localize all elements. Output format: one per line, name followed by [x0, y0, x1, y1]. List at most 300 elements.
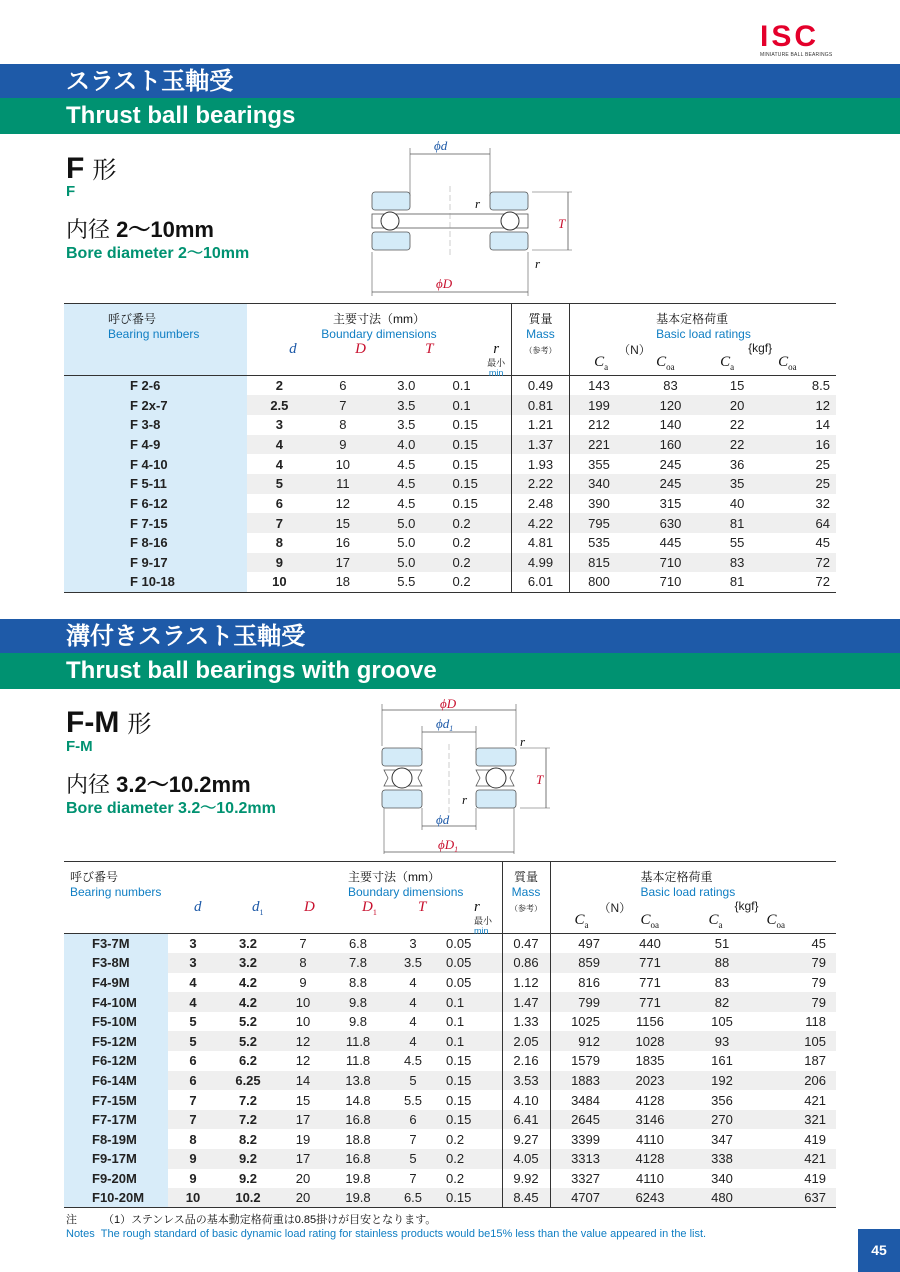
cell-d1: 8.2 [238, 1131, 258, 1147]
cell-d: 5 [247, 474, 312, 494]
cell-r: 0.2 [452, 535, 471, 551]
cell-ca_n: 1025 [571, 1014, 600, 1030]
cell-T: 4.5 [403, 1053, 423, 1069]
cell-r: 0.1 [438, 1031, 502, 1051]
cell-no: F 2-6 [64, 376, 247, 396]
cell-ca_n: 1579 [571, 1053, 600, 1069]
cell-ca_n: 3327 [571, 1170, 600, 1186]
cell-ca_k: 40 [729, 495, 745, 511]
cell-no: F 10-18 [64, 572, 247, 592]
cell-no: F 4-9 [64, 435, 247, 455]
cell-d1: 7.2 [218, 1110, 278, 1130]
cell-D1: 9.8 [348, 1014, 368, 1030]
cell-r: 0.1 [446, 1014, 465, 1030]
cell-ca_k: 22 [729, 417, 745, 433]
cell-coa_n: 4110 [636, 1131, 664, 1147]
table-row [64, 973, 836, 993]
cell-ca_n: 212 [588, 417, 610, 433]
cell-coa_k: 25 [769, 474, 836, 494]
cell-no: F4-9M [64, 973, 168, 993]
cell-d: 10 [168, 1188, 218, 1208]
cell-coa_k: 12 [769, 395, 836, 415]
cell-mass: 1.47 [502, 992, 550, 1012]
cell-ca_n: 390 [588, 495, 610, 511]
cell-coa_n: 120 [636, 395, 705, 415]
unit-N: （N） [618, 343, 651, 357]
cell-d1: 6.2 [238, 1053, 258, 1069]
cell-T: 3.0 [397, 378, 416, 394]
cell-mass: 0.81 [511, 395, 569, 415]
cell-mass: 4.22 [511, 513, 569, 533]
cell-coa_k: 105 [758, 1031, 836, 1051]
cell-coa_k: 187 [804, 1053, 826, 1069]
cell-r: 0.15 [452, 495, 478, 511]
cell-ca_k: 81 [729, 574, 745, 590]
table-row [64, 553, 836, 573]
cell-T: 4 [388, 992, 438, 1012]
cell-coa_k: 206 [758, 1071, 836, 1091]
cell-d: 6 [168, 1071, 218, 1091]
cell-coa_n: 140 [659, 417, 682, 433]
table-row [64, 1110, 836, 1130]
cell-mass: 1.33 [502, 1012, 550, 1032]
logo-tagline: MINIATURE BALL BEARINGS [760, 52, 833, 58]
label-phi-d: ϕd [436, 812, 450, 827]
section1-title-jp: スラスト玉軸受 [0, 64, 900, 100]
cell-ca_n: 3313 [550, 1149, 614, 1169]
header-mass: 質量 Mass （参考） [502, 862, 550, 934]
label-phi-d1: $\phi d_1$ [436, 716, 454, 733]
cell-coa_k: 45 [815, 535, 830, 551]
cell-ca_k: 83 [705, 553, 770, 573]
cell-T: 5 [388, 1071, 438, 1091]
cell-d: 9 [247, 553, 312, 573]
cell-r: 0.15 [452, 417, 478, 433]
section2-type-sub: F-M [66, 738, 93, 755]
cell-D: 18 [335, 574, 351, 590]
cell-D: 8 [278, 953, 328, 973]
cell-r: 0.2 [446, 1131, 465, 1147]
cell-d1: 6.25 [218, 1071, 278, 1091]
cell-no: F5-10M [64, 1012, 168, 1032]
cell-ca_n: 1883 [550, 1071, 614, 1091]
table-row [64, 992, 836, 1012]
cell-D: 8 [339, 417, 347, 433]
cell-d: 2 [275, 378, 283, 394]
bore-value: 2〜10mm [116, 217, 214, 242]
cell-D: 12 [278, 1031, 328, 1051]
cell-D: 7 [299, 936, 307, 952]
symbol-d1: $d_1$ [252, 899, 264, 917]
cell-d1: 7.2 [238, 1092, 258, 1108]
symbol-T: T [425, 341, 434, 357]
type-suffix: 形 [92, 157, 117, 184]
cell-D1: 18.8 [345, 1131, 371, 1147]
cell-r: 0.2 [439, 553, 512, 573]
cell-mass: 4.05 [502, 1149, 550, 1169]
cell-no: F 5-11 [64, 474, 247, 494]
label-r1: r [475, 196, 481, 211]
cell-d: 9 [189, 1170, 197, 1186]
cell-coa_n: 4128 [614, 1149, 686, 1169]
symbol-Coa-kgf: $C_{oa}$ [778, 354, 797, 372]
cell-ca_n: 912 [550, 1031, 614, 1051]
cell-mass: 4.10 [502, 1090, 550, 1110]
cell-coa_k: 16 [769, 435, 836, 455]
cell-d: 3 [189, 936, 197, 952]
cell-T: 3.5 [388, 953, 438, 973]
table-row [64, 1071, 836, 1091]
table-row [64, 533, 836, 553]
label-phi-D: ϕD [440, 696, 457, 711]
cell-D: 17 [278, 1149, 328, 1169]
cell-ca_k: 55 [729, 535, 745, 551]
table-row [64, 435, 836, 455]
cell-ca_n: 815 [570, 553, 637, 573]
cell-ca_k: 22 [705, 435, 770, 455]
section1-bore-en: Bore diameter 2〜10mm [66, 245, 250, 262]
cell-r: 0.2 [446, 1170, 465, 1186]
table-thrust-ball-bearings-groove [64, 861, 836, 1208]
cell-d: 6 [275, 495, 283, 511]
footnotes [66, 1213, 706, 1241]
cell-coa_k: 79 [811, 974, 826, 990]
isc-logo [760, 22, 838, 58]
cell-coa_n: 445 [659, 535, 682, 551]
symbol-d: d [194, 899, 202, 915]
table-row [64, 953, 836, 973]
unit-kgf: {kgf} [748, 341, 773, 355]
header-bearing-numbers: 呼び番号 Bearing numbers [64, 304, 247, 376]
cell-T: 4 [409, 1014, 417, 1030]
cell-d: 5 [168, 1031, 218, 1051]
cell-D1: 19.8 [345, 1170, 371, 1186]
cell-D1: 19.8 [328, 1188, 388, 1208]
cell-r: 0.05 [438, 953, 502, 973]
cell-no: F5-12M [64, 1031, 168, 1051]
cell-ca_k: 88 [686, 953, 758, 973]
cell-coa_n: 2023 [614, 1071, 686, 1091]
cell-coa_n: 245 [636, 474, 705, 494]
cell-coa_k: 64 [769, 513, 836, 533]
cell-D: 12 [295, 1053, 311, 1069]
cell-ca_k: 347 [711, 1131, 733, 1147]
table-row [64, 415, 836, 435]
cell-coa_k: 25 [815, 456, 830, 472]
cell-d1: 3.2 [218, 953, 278, 973]
cell-D1: 16.8 [328, 1149, 388, 1169]
cell-T: 4 [409, 974, 417, 990]
cell-ca_n: 497 [578, 936, 600, 952]
cell-coa_k: 421 [758, 1149, 836, 1169]
cell-coa_n: 4128 [635, 1092, 665, 1108]
cell-T: 7 [409, 1170, 417, 1186]
header-basic-load-ratings: 基本定格荷重 Basic load ratings （N） {kgf} $C_a$ $C_{oa}$ $C_a$ $C_{oa}$ [594, 312, 797, 372]
section1-type-sub: F [66, 183, 76, 200]
cell-coa_k: 419 [804, 1170, 826, 1186]
cell-ca_k: 82 [686, 992, 758, 1012]
cell-T: 5.5 [403, 1092, 423, 1108]
cell-mass: 4.99 [511, 553, 569, 573]
symbol-Coa-N: $C_{oa}$ [656, 354, 675, 372]
table-row [64, 572, 836, 592]
cell-coa_k: 79 [758, 992, 836, 1012]
cell-ca_k: 338 [686, 1149, 758, 1169]
cell-mass: 2.16 [502, 1051, 550, 1071]
table-row [64, 474, 836, 494]
cell-mass: 1.37 [511, 435, 569, 455]
cell-no: F3-8M [64, 953, 168, 973]
cell-r: 0.15 [452, 456, 478, 472]
bore-prefix: 内径 [66, 217, 111, 242]
cell-mass: 9.92 [502, 1169, 550, 1189]
cell-T: 3.5 [397, 417, 416, 433]
cell-ca_n: 3484 [571, 1092, 600, 1108]
cell-coa_n: 771 [614, 992, 686, 1012]
label-phi-D: ϕD [436, 276, 453, 291]
cell-D1: 11.8 [345, 1053, 371, 1069]
cell-r: 0.2 [438, 1149, 502, 1169]
cell-T: 6.5 [388, 1188, 438, 1208]
cell-D1: 16.8 [328, 1110, 388, 1130]
cell-T: 4.5 [374, 474, 439, 494]
cell-D: 17 [312, 553, 374, 573]
note-en: Notes The rough standard of basic dynamic load rating for stainless products would be15% less than the value appeared in the list. [66, 1228, 707, 1240]
cell-D: 14 [278, 1071, 328, 1091]
cell-ca_n: 799 [550, 992, 614, 1012]
table-row [64, 1149, 836, 1169]
symbol-Coa-N: $C_{oa}$ [640, 912, 660, 930]
cell-d: 9 [168, 1149, 218, 1169]
cell-no: F9-17M [64, 1149, 168, 1169]
cell-d1: 5.2 [218, 1031, 278, 1051]
label-r1: r [520, 734, 526, 749]
cell-ca_n: 859 [550, 953, 614, 973]
cell-r: 0.15 [439, 474, 512, 494]
cell-D: 12 [335, 495, 351, 511]
cell-mass: 2.48 [511, 494, 569, 514]
cell-mass: 2.05 [502, 1031, 550, 1051]
cell-D: 9 [312, 435, 374, 455]
cell-no: F7-17M [64, 1110, 168, 1130]
cell-coa_k: 421 [804, 1092, 826, 1108]
cell-coa_n: 1835 [635, 1053, 665, 1069]
cell-r: 0.1 [452, 378, 471, 394]
cell-T: 5.0 [397, 535, 416, 551]
cell-coa_k: 14 [815, 417, 830, 433]
cell-D: 15 [312, 513, 374, 533]
cell-d: 10 [272, 574, 287, 590]
cell-no: F 7-15 [64, 513, 247, 533]
cell-mass: 1.21 [511, 415, 569, 435]
label-r2: r [462, 792, 468, 807]
cell-mass: 9.27 [502, 1129, 550, 1149]
unit-N: （N） [598, 901, 632, 915]
cell-coa_k: 79 [758, 953, 836, 973]
cell-ca_n: 2645 [550, 1110, 614, 1130]
cell-D: 20 [278, 1188, 328, 1208]
cell-d1: 10.2 [218, 1188, 278, 1208]
table-row [64, 513, 836, 533]
header-boundary-dimensions: 主要寸法（mm） Boundary dimensions d D T r 最小 min [289, 312, 506, 378]
table-row [64, 934, 836, 954]
cell-mass: 0.49 [511, 376, 569, 396]
grooved-thrust-bearing-diagram [370, 694, 570, 856]
symbol-Ca-kgf: $C_a$ [720, 354, 735, 372]
cell-mass: 1.12 [502, 973, 550, 993]
cell-d: 4 [189, 974, 197, 990]
table-row [64, 1031, 836, 1051]
cell-d: 3 [275, 417, 283, 433]
symbol-D1: $D_1$ [362, 899, 377, 917]
cell-coa_n: 771 [639, 974, 661, 990]
header-mass: 質量 Mass （参考） [511, 304, 569, 376]
cell-D1: 9.8 [328, 992, 388, 1012]
section2-title-en: Thrust ball bearings with groove [0, 653, 900, 689]
symbol-d: d [289, 341, 297, 357]
cell-coa_k: 118 [805, 1014, 826, 1030]
cell-ca_k: 270 [686, 1110, 758, 1130]
cell-r: 0.15 [438, 1071, 502, 1091]
cell-coa_k: 8.5 [811, 378, 830, 394]
symbol-Ca-kgf: $C_a$ [708, 912, 723, 930]
cell-T: 3 [409, 936, 417, 952]
cell-d1: 5.2 [238, 1014, 258, 1030]
table-thrust-ball-bearings [64, 303, 836, 593]
table-row [64, 1012, 836, 1032]
header-boundary-dimensions: 主要寸法（mm） Boundary dimensions d $d_1$ D $D_1$ T r 最小 min [194, 870, 493, 936]
cell-d: 6 [189, 1053, 197, 1069]
cell-d: 4 [247, 435, 312, 455]
cell-mass: 0.86 [502, 953, 550, 973]
cell-d: 4 [275, 456, 283, 472]
cell-no: F 8-16 [64, 533, 247, 553]
cell-ca_k: 356 [711, 1092, 733, 1108]
label-phi-D1: $\phi D_1$ [438, 837, 459, 854]
cell-T: 5.5 [397, 574, 416, 590]
thrust-bearing-diagram [360, 136, 580, 296]
cell-r: 0.05 [446, 936, 472, 952]
cell-D1: 8.8 [348, 974, 368, 990]
cell-ca_n: 143 [588, 378, 610, 394]
cell-coa_k: 419 [804, 1131, 826, 1147]
cell-T: 4.5 [397, 456, 416, 472]
cell-ca_n: 795 [570, 513, 637, 533]
cell-d: 8 [189, 1131, 197, 1147]
cell-ca_n: 340 [570, 474, 637, 494]
cell-mass: 1.93 [511, 454, 569, 474]
cell-d1: 4.2 [238, 974, 258, 990]
cell-no: F4-10M [64, 992, 168, 1012]
cell-ca_n: 199 [570, 395, 637, 415]
cell-ca_k: 105 [711, 1014, 733, 1030]
cell-D: 7 [312, 395, 374, 415]
symbol-T: T [418, 899, 427, 915]
cell-T: 3.5 [374, 395, 439, 415]
type-code: F [66, 152, 85, 185]
cell-ca_k: 340 [711, 1170, 733, 1186]
cell-d: 7 [168, 1110, 218, 1130]
cell-D: 6 [339, 378, 347, 394]
cell-coa_k: 72 [769, 553, 836, 573]
label-phi-d: ϕd [434, 138, 448, 153]
cell-D1: 11.8 [328, 1031, 388, 1051]
cell-d: 7 [189, 1092, 197, 1108]
table-row [64, 1188, 836, 1208]
cell-r: 0.1 [438, 992, 502, 1012]
symbol-r-min: r 最小 min [474, 899, 493, 936]
cell-T: 5 [388, 1149, 438, 1169]
cell-r: 0.15 [438, 1110, 502, 1130]
section2-bore-en: Bore diameter 3.2〜10.2mm [66, 800, 276, 817]
section2-title-jp: 溝付きスラスト玉軸受 [0, 619, 900, 655]
cell-d: 5 [189, 1014, 197, 1030]
bore-prefix: 内径 [66, 772, 111, 797]
cell-d: 2.5 [247, 395, 312, 415]
cell-r: 0.05 [446, 974, 472, 990]
cell-T: 5.0 [374, 513, 439, 533]
cell-no: F9-20M [64, 1169, 168, 1189]
table-row [64, 454, 836, 474]
cell-ca_k: 20 [705, 395, 770, 415]
cell-mass: 6.01 [511, 572, 569, 592]
cell-coa_k: 32 [815, 495, 830, 511]
page-number: 45 [858, 1229, 900, 1272]
cell-ca_k: 161 [711, 1053, 733, 1069]
cell-D: 19 [295, 1131, 311, 1147]
cell-no: F 9-17 [64, 553, 247, 573]
cell-D1: 6.8 [348, 936, 368, 952]
symbol-D: D [355, 341, 366, 357]
cell-no: F6-14M [64, 1071, 168, 1091]
type-code: F-M [66, 706, 120, 739]
cell-D: 10 [295, 1014, 311, 1030]
logo-wordmark: ISC [760, 20, 820, 53]
cell-mass: 8.45 [502, 1188, 550, 1208]
cell-T: 5.0 [374, 553, 439, 573]
cell-D: 17 [278, 1110, 328, 1130]
bore-value: 3.2〜10.2mm [116, 772, 251, 797]
cell-no: F3-7M [64, 934, 168, 954]
cell-r: 0.2 [452, 574, 471, 590]
cell-coa_k: 637 [758, 1188, 836, 1208]
table-row [64, 376, 836, 396]
cell-T: 4 [388, 1031, 438, 1051]
cell-coa_k: 45 [811, 936, 826, 952]
label-T: T [536, 772, 544, 787]
label-T: T [558, 216, 566, 231]
cell-d: 8 [275, 535, 283, 551]
label-r2: r [535, 256, 541, 271]
note-jp: 注 （1）ステンレス品の基本動定格荷重は0.85掛けが目安となります。 [66, 1214, 437, 1226]
cell-coa_k: 321 [758, 1110, 836, 1130]
cell-mass: 3.53 [502, 1071, 550, 1091]
cell-d1: 4.2 [218, 992, 278, 1012]
cell-d1: 9.2 [238, 1170, 258, 1186]
cell-T: 7 [409, 1131, 417, 1147]
cell-coa_k: 72 [815, 574, 830, 590]
cell-mass: 4.81 [511, 533, 569, 553]
cell-ca_n: 355 [588, 456, 610, 472]
cell-mass: 0.47 [502, 934, 550, 954]
cell-coa_n: 771 [614, 953, 686, 973]
cell-no: F 3-8 [64, 415, 247, 435]
cell-no: F 6-12 [64, 494, 247, 514]
cell-T: 6 [388, 1110, 438, 1130]
cell-D1: 7.8 [328, 953, 388, 973]
cell-ca_k: 36 [729, 456, 745, 472]
cell-D: 9 [299, 974, 307, 990]
